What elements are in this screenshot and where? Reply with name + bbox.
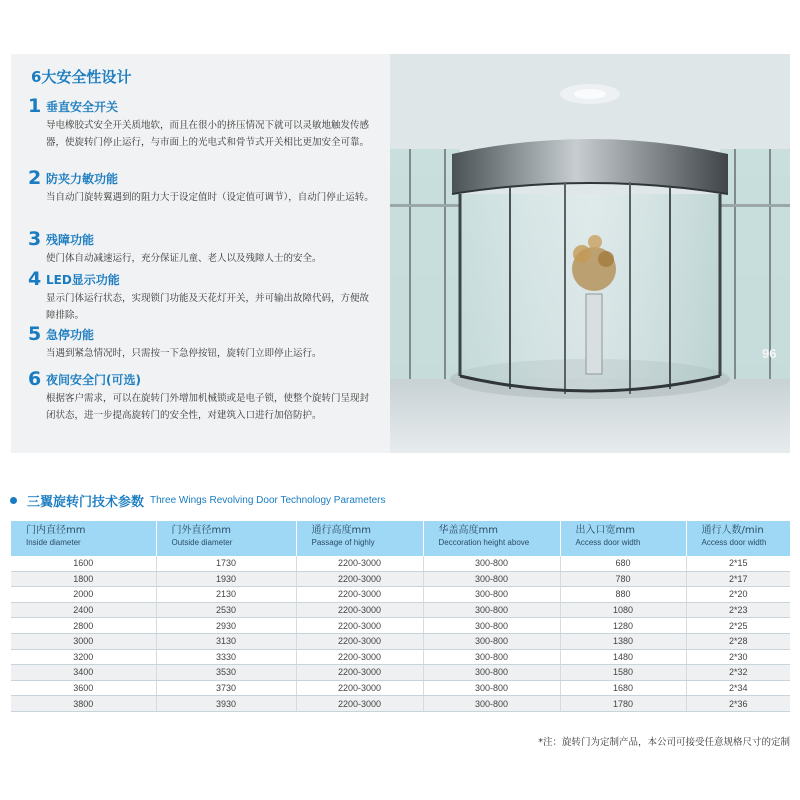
table-cell: 2*36: [686, 696, 790, 712]
table-row: [11, 618, 790, 634]
table-row: [11, 649, 790, 665]
table-cell: 1800: [11, 571, 156, 587]
table-cell: 3400: [11, 665, 156, 681]
feature-number: 5: [28, 323, 42, 345]
spec-table: [11, 521, 790, 712]
table-cell: 2200-3000: [296, 696, 423, 712]
feature-description: 显示门体运行状态，实现锁门功能及天花灯开关，并可输出故障代码，方便故障排除。: [46, 293, 370, 321]
table-cell: 2*34: [686, 680, 790, 696]
table-cell: 2000: [11, 587, 156, 603]
column-header: 门内直径mm Inside diameter: [11, 521, 156, 556]
table-cell: 1380: [560, 633, 686, 649]
column-header: 华盖高度mm Deccoration height above: [423, 521, 560, 556]
feature-heading: LED显示功能: [46, 273, 120, 287]
table-cell: 2*20: [686, 587, 790, 603]
table-cell: 1600: [11, 556, 156, 571]
table-row: [11, 633, 790, 649]
table-cell: 2930: [156, 618, 296, 634]
table-cell: 3130: [156, 633, 296, 649]
table-cell: 2200-3000: [296, 633, 423, 649]
table-cell: 2*23: [686, 602, 790, 618]
table-cell: 3000: [11, 633, 156, 649]
wall-number: 96: [762, 346, 777, 361]
table-cell: 2130: [156, 587, 296, 603]
table-cell: 2200-3000: [296, 556, 423, 571]
feature-description: 当自动门旋转翼遇到的阻力大于设定值时（设定值可调节），自动门停止运转。: [46, 192, 374, 203]
feature-description: 根据客户需求，可以在旋转门外增加机械锁或是电子锁，使整个旋转门呈现封闭状态，进一步提高旋转门的安全性，对建筑入口进行加倍防护。: [46, 393, 370, 421]
table-cell: 780: [560, 571, 686, 587]
feature-heading: 垂直安全开关: [46, 100, 119, 114]
table-cell: 1480: [560, 649, 686, 665]
table-cell: 2*28: [686, 633, 790, 649]
spec-table-body: [11, 556, 790, 711]
table-cell: 1580: [560, 665, 686, 681]
table-row: [11, 696, 790, 712]
table-cell: 300-800: [423, 587, 560, 603]
table-row: [11, 680, 790, 696]
table-cell: 1730: [156, 556, 296, 571]
table-cell: 1780: [560, 696, 686, 712]
feature-heading: 急停功能: [46, 328, 95, 342]
table-cell: 2*17: [686, 571, 790, 587]
table-cell: 2200-3000: [296, 602, 423, 618]
table-cell: 1930: [156, 571, 296, 587]
revolving-door-photo: [390, 54, 790, 453]
table-cell: 1680: [560, 680, 686, 696]
table-cell: 1080: [560, 602, 686, 618]
table-cell: 880: [560, 587, 686, 603]
table-row: [11, 556, 790, 571]
feature-heading: 防夹力敏功能: [46, 172, 119, 186]
column-header: 通行人数/min Access door width: [686, 521, 790, 556]
table-cell: 2200-3000: [296, 587, 423, 603]
features-panel: [11, 54, 395, 453]
table-cell: 2200-3000: [296, 665, 423, 681]
table-cell: 2*15: [686, 556, 790, 571]
table-row: [11, 587, 790, 603]
revolving-door-image: [390, 54, 790, 453]
feature-number: 1: [28, 95, 42, 117]
table-cell: 3530: [156, 665, 296, 681]
column-header: 通行高度mm Passage of highly: [296, 521, 423, 556]
feature-number: 6: [28, 368, 42, 390]
feature-number: 2: [28, 167, 42, 189]
section-title-cn: 三翼旋转门技术参数: [27, 494, 145, 510]
table-cell: 2200-3000: [296, 618, 423, 634]
table-cell: 300-800: [423, 602, 560, 618]
table-cell: 300-800: [423, 618, 560, 634]
table-cell: 2*32: [686, 665, 790, 681]
feature-description: 使门体自动减速运行，充分保证儿童、老人以及残障人士的安全。: [46, 253, 322, 264]
column-header: 出入口宽mm Access door width: [560, 521, 686, 556]
table-cell: 3930: [156, 696, 296, 712]
bullet-icon: [10, 497, 17, 504]
table-cell: 3800: [11, 696, 156, 712]
feature-number: 4: [28, 268, 42, 290]
table-cell: 680: [560, 556, 686, 571]
table-cell: 2400: [11, 602, 156, 618]
table-cell: 300-800: [423, 571, 560, 587]
table-cell: 3330: [156, 649, 296, 665]
feature-number: 3: [28, 228, 42, 250]
table-cell: 1280: [560, 618, 686, 634]
table-cell: 2200-3000: [296, 571, 423, 587]
feature-description: 当遇到紧急情况时，只需按一下急停按钮，旋转门立即停止运行。: [46, 348, 322, 359]
column-header: 门外直径mm Outside diameter: [156, 521, 296, 556]
table-cell: 2800: [11, 618, 156, 634]
table-cell: 300-800: [423, 633, 560, 649]
table-row: [11, 602, 790, 618]
section-title-en: Three Wings Revolving Door Technology Parameters: [150, 494, 386, 506]
table-cell: 300-800: [423, 649, 560, 665]
feature-heading: 夜间安全门(可选): [46, 373, 141, 387]
table-cell: 300-800: [423, 665, 560, 681]
section-title: [10, 491, 386, 509]
table-cell: 3200: [11, 649, 156, 665]
table-cell: 300-800: [423, 696, 560, 712]
table-header-row: [11, 521, 790, 556]
table-cell: 2*25: [686, 618, 790, 634]
feature-description: 导电橡胶式安全开关质地软，而且在很小的挤压情况下就可以灵敏地触发传感器，使旋转门停止运行，与市面上的光电式和骨节式开关相比更加安全可靠。: [46, 120, 370, 148]
table-cell: 2530: [156, 602, 296, 618]
table-cell: 3600: [11, 680, 156, 696]
footnote: *注：旋转门为定制产品，本公司可接受任意规格尺寸的定制: [538, 737, 790, 748]
table-cell: 3730: [156, 680, 296, 696]
table-row: [11, 571, 790, 587]
table-cell: 300-800: [423, 556, 560, 571]
feature-heading: 残障功能: [46, 233, 95, 247]
features-title: 6大安全性设计: [31, 68, 132, 86]
table-cell: 2200-3000: [296, 680, 423, 696]
table-cell: 2*30: [686, 649, 790, 665]
table-cell: 2200-3000: [296, 649, 423, 665]
table-cell: 300-800: [423, 680, 560, 696]
table-row: [11, 665, 790, 681]
